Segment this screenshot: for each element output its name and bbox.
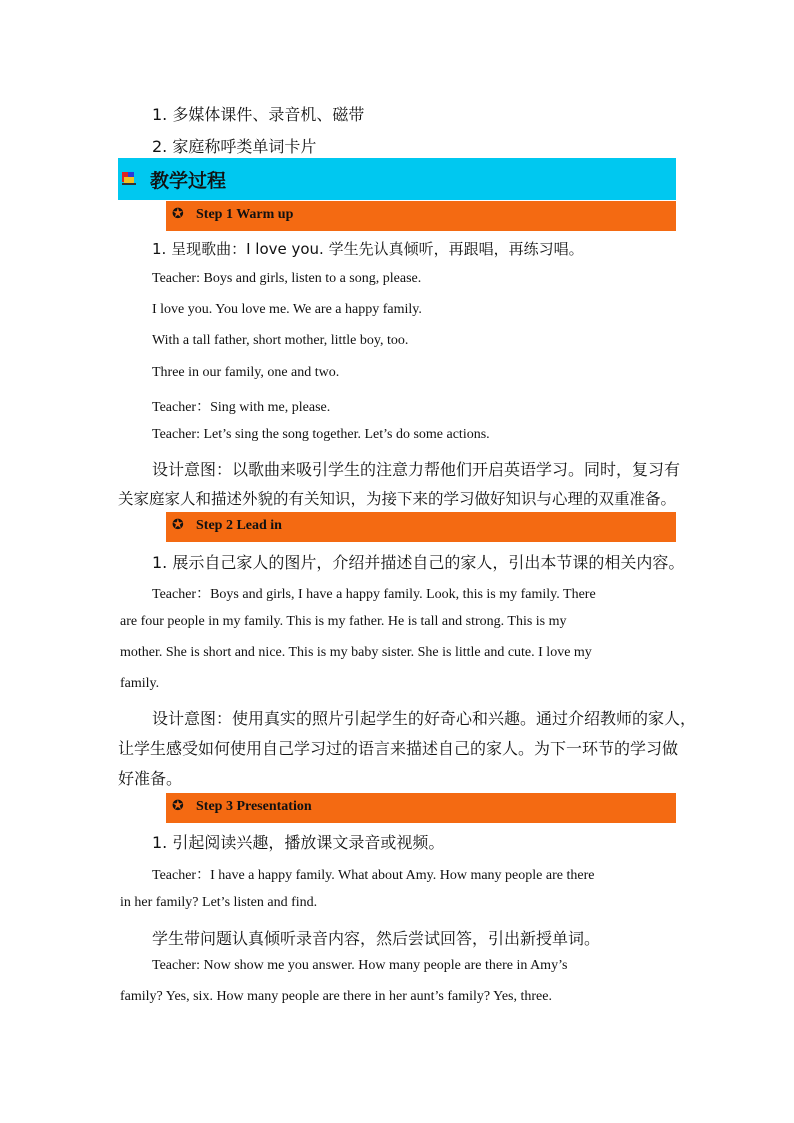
step-3-teacher-1: Teacher：I have a happy family. What about Amy. How many people are there: [152, 868, 595, 883]
star-icon: ✪: [172, 798, 184, 814]
step-1-line-7: Teacher: Let’s sing the song together. Let’s do some actions.: [152, 427, 490, 442]
step-1-line-6: Teacher：Sing with me, please.: [152, 400, 331, 415]
step-2-design-2: 让学生感受如何使用自己学习过的语言来描述自己的家人。为下一环节的学习做: [118, 739, 679, 758]
book-icon: [122, 171, 136, 185]
step-3-teacher-3: Teacher: Now show me you answer. How many people are there in Amy’s: [152, 958, 568, 973]
material-item-2: 2. 家庭称呼类单词卡片: [152, 137, 317, 156]
step-1-design-2: 关家庭家人和描述外貌的有关知识，为接下来的学习做好知识与心理的双重准备。: [118, 490, 677, 508]
step-2-teacher-4: family.: [120, 676, 160, 691]
step-1-line-1: 1. 呈现歌曲：I love you. 学生先认真倾听，再跟唱，再练习唱。: [152, 240, 584, 258]
step-2-bar: [166, 512, 676, 542]
step-1-line-4: With a tall father, short mother, little boy, too.: [152, 333, 409, 348]
step-3-students: 学生带问题认真倾听录音内容，然后尝试回答，引出新授单词。: [152, 929, 601, 948]
step-3-teacher-4: family? Yes, six. How many people are there in her aunt’s family? Yes, three.: [120, 989, 552, 1004]
step-1-design-1: 设计意图：以歌曲来吸引学生的注意力帮他们开启英语学习。同时，复习有: [152, 460, 681, 479]
step-2-teacher-2: are four people in my family. This is my father. He is tall and strong. This is my: [120, 614, 567, 629]
star-icon: ✪: [172, 206, 184, 222]
step-3-bar: [166, 793, 676, 823]
step-1-line-3: I love you. You love me. We are a happy family.: [152, 302, 422, 317]
section-header-bar: [118, 158, 676, 200]
step-1-bar: [166, 201, 676, 231]
step-1-line-5: Three in our family, one and two.: [152, 365, 340, 380]
step-3-item: 1. 引起阅读兴趣，播放课文录音或视频。: [152, 833, 445, 852]
step-2-teacher-1: Teacher：Boys and girls, I have a happy family. Look, this is my family. There: [152, 587, 596, 602]
step-3-label: Step 3 Presentation: [196, 799, 312, 814]
step-2-design-1: 设计意图：使用真实的照片引起学生的好奇心和兴趣。通过介绍教师的家人，: [152, 709, 697, 728]
step-2-label: Step 2 Lead in: [196, 518, 282, 533]
star-icon: ✪: [172, 517, 184, 533]
step-2-item: 1. 展示自己家人的图片，介绍并描述自己的家人，引出本节课的相关内容。: [152, 553, 685, 572]
step-3-teacher-2: in her family? Let’s listen and find.: [120, 895, 318, 910]
step-2-design-3: 好准备。: [118, 769, 183, 788]
section-title: 教学过程: [150, 170, 227, 192]
material-item-1: 1. 多媒体课件、录音机、磁带: [152, 105, 365, 124]
step-1-label: Step 1 Warm up: [196, 207, 294, 222]
step-2-teacher-3: mother. She is short and nice. This is my baby sister. She is little and cute. I love my: [120, 645, 592, 660]
step-1-line-2: Teacher: Boys and girls, listen to a song, please.: [152, 271, 422, 286]
